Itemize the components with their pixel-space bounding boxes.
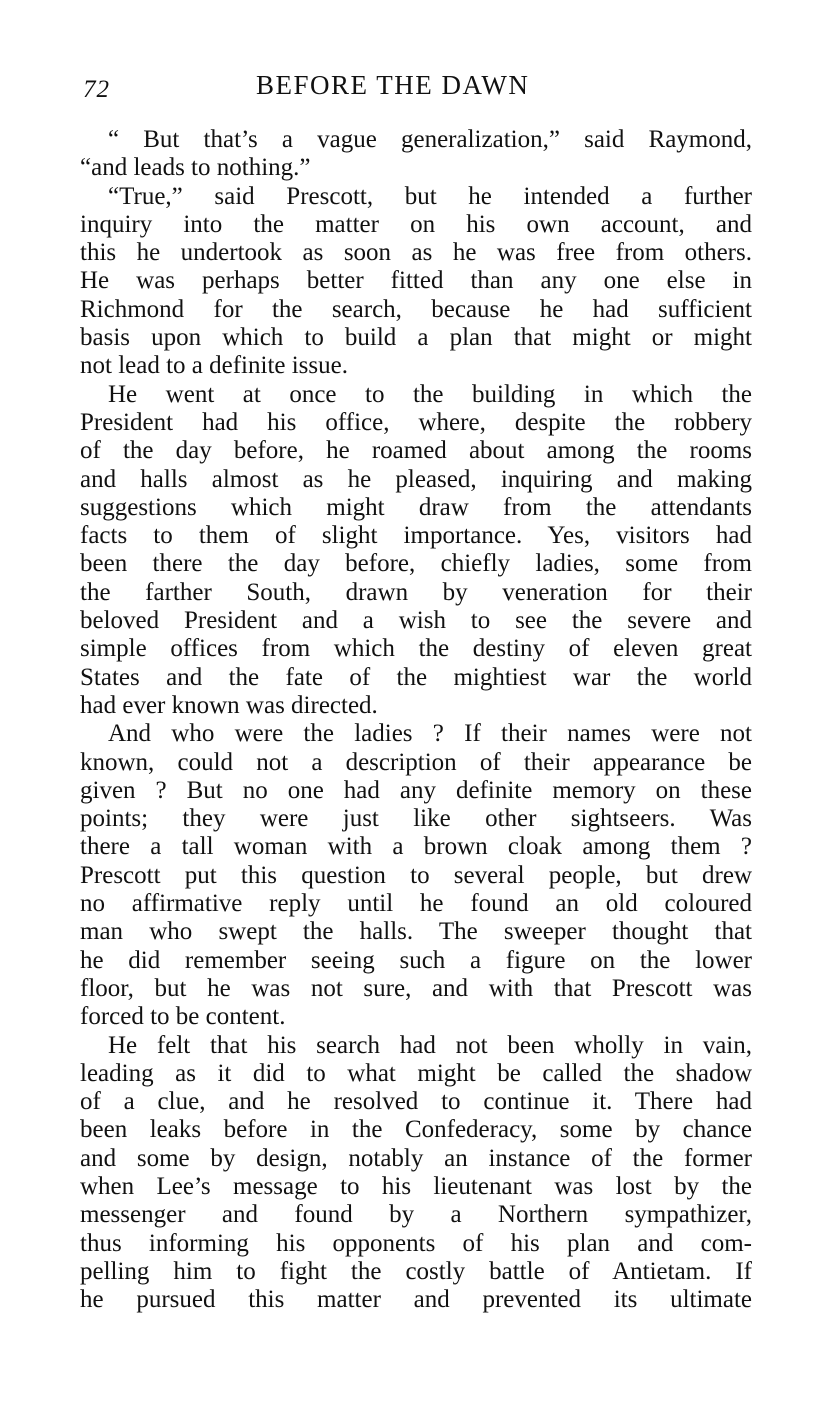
page-number: 72 xyxy=(83,76,110,103)
text-line: facts to them of slight importance. Yes, visitors had xyxy=(80,522,752,550)
text-line: floor, but he was not sure, and with that Prescott was xyxy=(80,974,752,1002)
text-line: Richmond for the search, because he had sufficient xyxy=(80,295,752,323)
text-line: been there the day before, chiefly ladies, some from xyxy=(80,550,752,578)
text-line: and some by design, notably an instance of the former xyxy=(80,1144,752,1172)
text-line: Prescott put this question to several people, but drew xyxy=(80,861,752,889)
text-line: President had his office, where, despite the robbery xyxy=(80,408,752,436)
text-line: He was perhaps better fitted than any one else in xyxy=(80,267,752,295)
running-title: BEFORE THE DAWN xyxy=(256,70,530,100)
text-line: had ever known was directed. xyxy=(80,691,378,719)
text-line: no affirmative reply until he found an old coloured xyxy=(80,890,752,918)
text-line: suggestions which might draw from the attendants xyxy=(80,493,752,521)
text-line: the farther South, drawn by veneration for their xyxy=(80,578,752,606)
text-line: pelling him to fight the costly battle of Antietam. If xyxy=(80,1257,752,1285)
text-line: He went at once to the building in which the xyxy=(108,380,752,408)
text-line: he did remember seeing such a figure on the lower xyxy=(80,946,752,974)
text-line: beloved President and a wish to see the severe and xyxy=(80,607,752,635)
text-line: of a clue, and he resolved to continue it. There had xyxy=(80,1088,752,1116)
text-line: been leaks before in the Confederacy, some by chance xyxy=(80,1116,752,1144)
text-line: of the day before, he roamed about among the rooms xyxy=(80,437,752,465)
text-line: He felt that his search had not been wholly in vain, xyxy=(108,1031,752,1059)
text-line: basis upon which to build a plan that might or might xyxy=(80,324,752,352)
text-line: forced to be content. xyxy=(80,1003,286,1031)
text-line: leading as it did to what might be called the shadow xyxy=(80,1059,752,1087)
text-line: and halls almost as he pleased, inquiring and making xyxy=(80,465,752,493)
text-line: “and leads to nothing.” xyxy=(80,154,311,182)
body-text xyxy=(80,126,752,1314)
text-line: known, could not a description of their appearance be xyxy=(80,748,752,776)
text-line: given ? But no one had any definite memory on these xyxy=(80,776,752,804)
text-line: And who were the ladies ? If their names were not xyxy=(108,720,752,748)
text-line: “True,” said Prescott, but he intended a further xyxy=(108,182,752,210)
text-line: “ But that’s a vague generalization,” said Raymond, xyxy=(108,126,752,153)
text-line: there a tall woman with a brown cloak among them ? xyxy=(80,833,752,861)
text-line: States and the fate of the mightiest war the world xyxy=(80,663,752,691)
text-line: thus informing his opponents of his plan and com- xyxy=(80,1229,752,1257)
text-line: points; they were just like other sightseers. Was xyxy=(80,805,752,833)
text-line: not lead to a definite issue. xyxy=(80,352,348,380)
text-line: this he undertook as soon as he was free from others. xyxy=(80,239,752,267)
text-line: simple offices from which the destiny of eleven great xyxy=(80,635,752,663)
text-line: he pursued this matter and prevented its ultimate xyxy=(80,1286,752,1314)
text-line: when Lee’s message to his lieutenant was lost by the xyxy=(80,1172,752,1200)
text-line: messenger and found by a Northern sympathizer, xyxy=(80,1201,752,1229)
text-line: man who swept the halls. The sweeper thought that xyxy=(80,918,752,946)
text-line: inquiry into the matter on his own account, and xyxy=(80,210,752,238)
page-header xyxy=(83,70,755,110)
